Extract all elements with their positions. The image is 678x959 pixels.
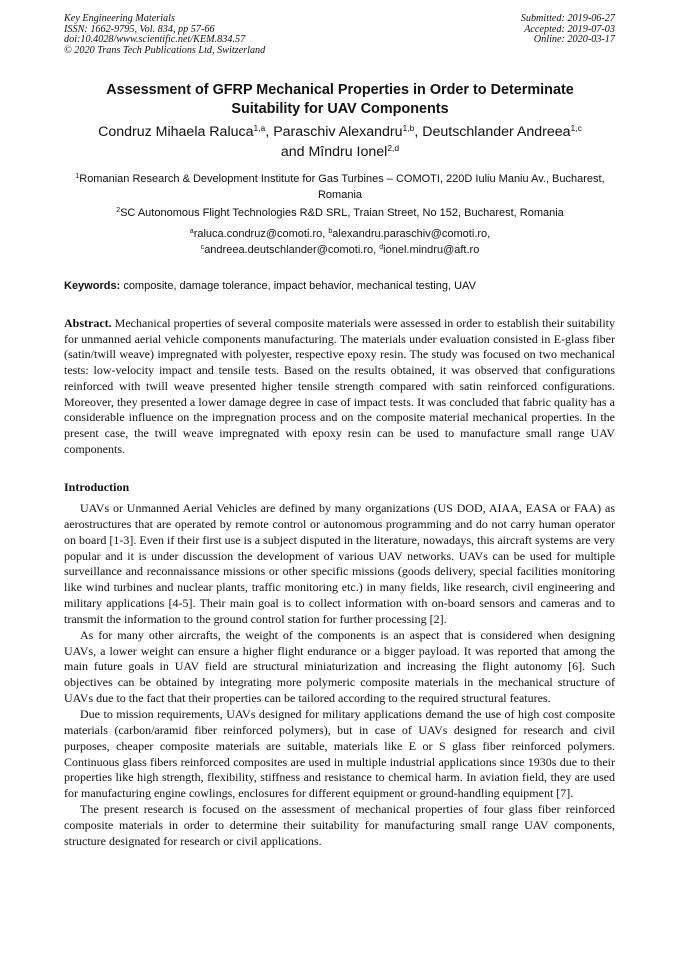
- email-sup: c: [200, 243, 205, 251]
- paragraph: The present research is focused on the assessment of mechanical properties of four glass fiber reinforced composite materials in order to determine their suitability for manufacturing small range UAV components, structure designated for research or civil applications.: [64, 802, 615, 848]
- email-link[interactable]: raluca.condruz@comoti.ro: [193, 228, 323, 240]
- copyright-line: © 2020 Trans Tech Publications Ltd, Switzerland: [64, 44, 266, 56]
- author-name: Mîndru Ionel: [308, 143, 388, 160]
- author-emails: [58, 227, 622, 258]
- author-sup: 1,b: [402, 123, 415, 133]
- introduction-body: [64, 501, 615, 850]
- affiliation-text: SC Autonomous Flight Technologies R&D SRL, Traian Street, No 152, Bucharest, Romania: [120, 207, 564, 219]
- email-link[interactable]: andreea.deutschlander@comoti.ro: [204, 243, 374, 256]
- submission-dates: [521, 14, 615, 46]
- abstract-label: Abstract.: [64, 316, 112, 330]
- email-link[interactable]: alexandru.paraschiv@comoti.ro: [332, 228, 488, 240]
- author-name: Condruz Mihaela Raluca: [98, 124, 254, 140]
- author-line-1: Condruz Mihaela Raluca$^{1,a}$, Paraschiv Alexandru$^{1,b}$, Deutschlander Andreea$^{1,c}$: [98, 123, 582, 140]
- submitted-date: Submitted: 2019-06-27: [520, 13, 615, 24]
- paragraph: As for many other aircrafts, the weight of the components is an aspect that is considered when designing UAVs, a lower weight can ensure a higher flight endurance or a bigger payload. It was reported that among the main future goals in UAV field are structural miniaturization and increasing the flight autonomy [6]. Such objectives can be obtained by integrating more polymeric composite materials in the mechanical structure of UAVs due to the fact that their properties can be tailored according to the required structural features.: [64, 627, 615, 706]
- email-sup: d: [379, 243, 384, 251]
- author-name: Paraschiv Alexandru: [273, 124, 403, 140]
- journal-name: Key Engineering Materials: [64, 13, 175, 24]
- keywords-text: composite, damage tolerance, impact behavior, mechanical testing, UAV: [123, 280, 476, 292]
- affiliation-2: [58, 205, 622, 221]
- abstract: [64, 316, 615, 457]
- issn-line: ISSN: 1662-9795, Vol. 834, pp 57-66: [64, 23, 215, 35]
- title-line-1: Assessment of GFRP Mechanical Properties in Order to Determinate: [106, 82, 574, 98]
- publication-info: [64, 14, 265, 56]
- keywords-label: Keywords:: [64, 280, 121, 292]
- email-line-1: $^a$raluca.condruz@comoti.ro, $^b$alexandru.paraschiv@comoti.ro,: [189, 228, 491, 240]
- paper-title: [70, 81, 610, 119]
- author-line-2: [50, 143, 630, 163]
- author-sup: 1,a: [253, 123, 266, 133]
- author-and: and: [280, 143, 305, 160]
- doi-line: doi:10.4028/www.scientific.net/KEM.834.57: [64, 34, 246, 46]
- author-sup: 1,c: [570, 123, 582, 133]
- affiliation-sup: 1: [75, 173, 80, 180]
- accepted-date: Accepted: 2019-07-03: [524, 23, 615, 35]
- author-sup: 2,d: [387, 142, 400, 153]
- email-sup: b: [328, 228, 333, 235]
- affiliation-1: [58, 171, 622, 203]
- abstract-text: Mechanical properties of several composite materials were assessed in order to establish their suitability for unmanned aerial vehicle components manufacturing. The materials under evaluation consisted in E-glass fiber (satin/twill weave) impregnated with polyester, respective epoxy resin. The study was focused on two mechanical tests: low-velocity impact and tensile tests. Based on the results obtained, it was observed that configurations reinforced with twill weave presented higher tensile strength compared with satin reinforced configurations. Moreover, they presented a lower damage degree in case of impact tests. It was concluded that fabric quality has a considerable influence on the impregnation process and on the composite material mechanical properties. In the present case, the twill weave impregnated with epoxy resin can be used to manufacture small range UAV components.: [64, 316, 615, 456]
- author-name: Deutschlander Andreea: [422, 124, 571, 140]
- paragraph: Due to mission requirements, UAVs designed for military applications demand the use of high cost composite materials (carbon/aramid fiber reinforced polymers), but in case of UAVs designed for research and civil purposes, cheaper composite materials are suitable, materials like E or S glass fiber reinforced polymers. Continuous glass fibers reinforced composites are used in multiple industrial applications since 1930s due to their properties like high strength, flexibility, stiffness and resistance to chemical harm. In aviation field, they are used for manufacturing engine cowlings, enclosures for different equipment or ground-handling equipment [7].: [64, 706, 615, 801]
- introduction-heading: Introduction: [64, 480, 130, 494]
- email-link[interactable]: ionel.mindru@aft.ro: [383, 243, 480, 256]
- affiliation-text: Romanian Research & Development Institute for Gas Turbines – COMOTI, 220D Iuliu Maniu Av., Bucharest, Romania: [79, 173, 605, 201]
- author-list: [50, 123, 630, 162]
- keywords: [64, 279, 616, 294]
- email-sup: a: [189, 228, 194, 235]
- title-line-2: Suitability for UAV Components: [231, 101, 449, 117]
- email-line-2: $^c$andreea.deutschlander@comoti.ro, $^d$ionel.mindru@aft.ro: [200, 243, 480, 256]
- online-date: Online: 2020-03-17: [533, 34, 615, 46]
- paragraph: UAVs or Unmanned Aerial Vehicles are defined by many organizations (US DOD, AIAA, EASA or FAA) as aerostructures that are operated by remote control or autonomous programming and do not carry human operator on board [1-3]. Even if their first use is a subject disputed in the literature, nowadays, this aircraft systems are very popular and it is under discussion the development of various UAV networks. UAVs can be used for multiple surveillance and reconnaissance missions or other specific missions (goods delivery, special facilities monitoring like wind turbines and nuclear plants, traffic monitoring etc.) in many fields, like research, civil engineering and military applications [4-5]. Their main goal is to collect information with on-board sensors and cameras and to transmit the information to the ground control station for further processing [2].: [64, 501, 615, 626]
- affiliation-sup: 2: [116, 207, 121, 214]
